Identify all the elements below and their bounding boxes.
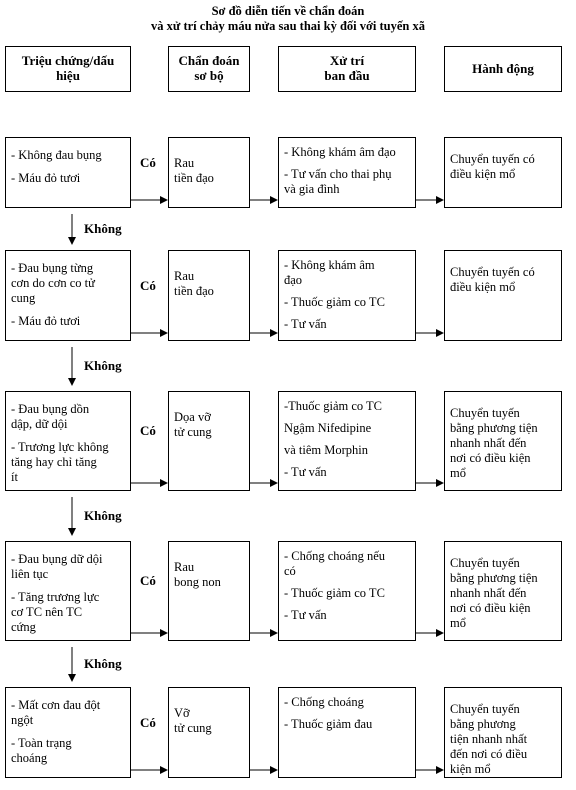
action-box-text: kiện mổ [450,762,491,776]
management-box-text: Ngậm Nifedipine [284,421,372,435]
action-box-text: nhanh nhất đến [450,436,527,450]
management-box-text: - Chống choáng nếu [284,549,386,563]
header-action-line: Hành động [472,61,534,76]
symptoms-box-text: - Toàn trạng [11,736,72,750]
symptoms-box-text: - Trương lực không [11,440,109,454]
management-box-text: - Tư vấn [284,608,327,622]
header-symptoms-line: Triệu chứng/dấu [21,53,115,68]
title-line-1: Sơ đồ diễn tiến về chẩn đoán [211,4,365,18]
action-box-text: bằng phương [450,717,516,731]
header-diagnosis-line: Chẩn đoán [178,53,240,68]
diagnosis-box-text: tiền đạo [174,171,214,185]
action-box-text: mổ [450,466,466,480]
header-management-line: Xử trí [329,53,365,68]
management-box-text: đạo [284,273,303,287]
no-label: Không [84,358,122,373]
symptoms-box-text: - Máu đỏ tươi [11,171,81,185]
yes-label: Có [140,423,156,438]
management-box-text: - Tư vấn cho thai phụ [284,167,392,181]
no-label: Không [84,508,122,523]
symptoms-box-text: - Đau bụng dồn [11,402,90,416]
management-box-text: - Chống choáng [284,695,364,709]
yes-label: Có [140,714,156,730]
symptoms-box-text: - Đau bụng dữ dội [11,552,103,566]
action-box-text: Chuyển tuyến có [450,152,535,166]
action-box-text: bằng phương tiện [450,421,538,435]
symptoms-box-text: cơ TC nên TC [11,605,83,619]
diagnosis-box-text: tiền đạo [174,284,214,298]
diagnosis-box-text: Rau [174,560,195,574]
no-label: Không [84,221,122,236]
symptoms-box-text: choáng [11,751,48,765]
action-box-text: điều kiện mổ [450,167,516,181]
yes-label: Có [140,154,156,170]
symptoms-box-text: ngột [11,713,34,727]
symptoms-box-text: - Đau bụng từng [11,261,94,275]
diagnosis-box-text: Vỡ [174,706,190,720]
action-box-text: đến nơi có điều [450,747,528,761]
title-line-2: và xử trí chảy máu nửa sau thai kỳ đối với tuyến xã [150,19,426,33]
diagnosis-box-text: tử cung [174,721,212,735]
diagnosis-box-text: tử cung [174,425,212,439]
diagnosis-box-text: Dọa vỡ [174,410,211,424]
action-box-text: Chuyển tuyến [450,406,520,420]
management-box-text: - Thuốc giảm đau [284,717,373,731]
action-box-text: Chuyển tuyến [450,556,520,570]
management-box-text: và gia đình [284,182,340,196]
header-management-line: ban đầu [324,68,370,83]
symptoms-box-text: dập, dữ dội [11,417,68,431]
symptoms-box-text: tăng hay chỉ tăng [11,455,97,469]
management-box-text: - Thuốc giảm co TC [284,295,385,309]
management-box-text: - Không khám âm [284,258,375,272]
action-box-text: Chuyển tuyến có [450,265,535,279]
symptoms-box-text: ít [11,470,18,484]
header-symptoms-line: hiệu [56,68,80,83]
management-box-text: -Thuốc giảm co TC [284,399,383,413]
diagnosis-box-text: Rau [174,269,195,283]
symptoms-box-text: - Mất cơn đau đột [11,698,101,712]
action-box-text: nhanh nhất đến [450,586,527,600]
no-label: Không [84,656,122,671]
yes-label: Có [140,573,156,588]
diagnosis-box-text: Rau [174,156,195,170]
action-box-text: mổ [450,616,466,630]
diagnosis-box-text: bong non [174,575,221,589]
symptoms-box-text: cứng [11,620,36,634]
action-box-text: nơi có điều kiện [450,451,531,465]
action-box-text: Chuyển tuyến [450,702,520,716]
symptoms-box-text: cơn do cơn co tử [11,276,95,290]
header-diagnosis-line: sơ bộ [194,68,224,83]
symptoms-box-text: - Máu đỏ tươi [11,314,81,328]
action-box-text: nơi có điều kiện [450,601,531,615]
management-box-text: - Không khám âm đạo [284,145,396,159]
management-box-text: - Thuốc giảm co TC [284,586,385,600]
action-box-text: tiện nhanh nhất [450,732,528,746]
management-box-text: và tiêm Morphin [284,443,369,457]
symptoms-box-text: - Không đau bụng [11,148,102,162]
symptoms-box-text: cung [11,291,36,305]
management-box-text: - Tư vấn [284,317,327,331]
action-box-text: điều kiện mổ [450,280,516,294]
management-box-text: có [284,564,296,578]
management-box-text: - Tư vấn [284,465,327,479]
action-box-text: bằng phương tiện [450,571,538,585]
yes-label: Có [140,277,156,293]
symptoms-box-text: - Tăng trương lực [11,590,100,604]
symptoms-box-text: liên tục [11,567,49,581]
